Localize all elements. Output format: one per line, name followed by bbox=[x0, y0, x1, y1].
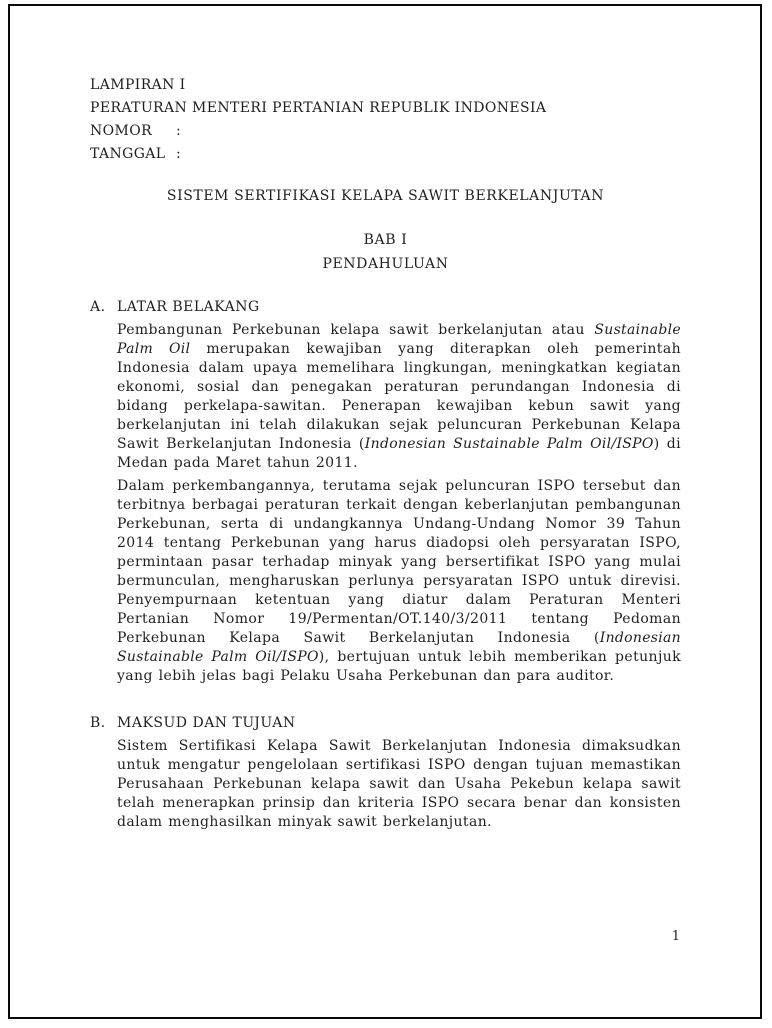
section-letter: B. bbox=[90, 715, 106, 731]
nomor-separator: : bbox=[176, 123, 182, 139]
section-heading bbox=[90, 714, 681, 733]
tanggal-label: TANGGAL bbox=[90, 146, 166, 162]
section-letter: A. bbox=[90, 299, 106, 315]
paragraph: Pembangunan Perkebunan kelapa sawit berkelanjutan atau Sustainable Palm Oil merupakan kewajiban yang diterapkan oleh pemerintah Indonesia dalam upaya memelihara lingkungan, meningkatkan kegiatan ekonomi, sosial dan penegakan peraturan perundangan Indonesia di bidang perkelapa-sawitan. Penerapan kewajiban kebun sawit yang berkelanjutan ini telah dilakukan sejak peluncuran Perkebunan Kelapa Sawit Berkelanjutan Indonesia (Indonesian Sustainable Palm Oil/ISPO) di Medan pada Maret tahun 2011. bbox=[117, 322, 681, 471]
section-body bbox=[117, 737, 681, 832]
chapter-title: PENDAHULUAN bbox=[322, 256, 449, 272]
section-latar-belakang bbox=[90, 298, 681, 686]
section-body bbox=[117, 321, 681, 686]
document-title: SISTEM SERTIFIKASI KELAPA SAWIT BERKELANJUTAN bbox=[166, 188, 605, 204]
peraturan-line: PERATURAN MENTERI PERTANIAN REPUBLIK INDONESIA bbox=[90, 100, 547, 116]
chapter-number: BAB I bbox=[363, 232, 408, 248]
tanggal-line bbox=[90, 143, 681, 166]
paragraph: Sistem Sertifikasi Kelapa Sawit Berkelanjutan Indonesia dimaksudkan untuk mengatur pengelolaan sertifikasi ISPO dengan tujuan memastikan Perusahaan Perkebunan kelapa sawit dan Usaha Pekebun kelapa sawit telah menerapkan prinsip dan kriteria ISPO secara benar dan konsisten dalam menghasilkan minyak sawit berkelanjutan. bbox=[117, 738, 681, 830]
section-maksud-dan-tujuan bbox=[90, 714, 681, 832]
paragraph: Dalam perkembangannya, terutama sejak peluncuran ISPO tersebut dan terbitnya berbagai peraturan terkait dengan keberlanjutan pembangunan Perkebunan, serta di undangkannya Undang-Undang Nomor 39 Tahun 2014 tentang Perkebunan yang harus diadopsi oleh persyaratan ISPO, permintaan pasar terhadap minyak yang bersertifikat ISPO yang mulai bermunculan, mengharuskan perlunya persyaratan ISPO untuk direvisi. Penyempurnaan ketentuan yang diatur dalam Peraturan Menteri Pertanian Nomor 19/Permentan/OT.140/3/2011 tentang Pedoman Perkebunan Kelapa Sawit Berkelanjutan Indonesia (Indonesian Sustainable Palm Oil/ISPO), bertujuan untuk lebih memberikan petunjuk yang lebih jelas bagi Pelaku Usaha Perkebunan dan para auditor. bbox=[117, 478, 681, 684]
tanggal-separator: : bbox=[176, 146, 182, 162]
chapter-block bbox=[90, 228, 681, 276]
document-content bbox=[90, 74, 681, 832]
section-heading bbox=[90, 298, 681, 317]
section-heading-text: MAKSUD DAN TUJUAN bbox=[117, 715, 296, 731]
section-heading-text: LATAR BELAKANG bbox=[117, 299, 260, 315]
nomor-label: NOMOR bbox=[90, 123, 153, 139]
page-number: 1 bbox=[671, 929, 680, 944]
nomor-line bbox=[90, 120, 681, 143]
lampiran-line: LAMPIRAN I bbox=[90, 77, 186, 93]
